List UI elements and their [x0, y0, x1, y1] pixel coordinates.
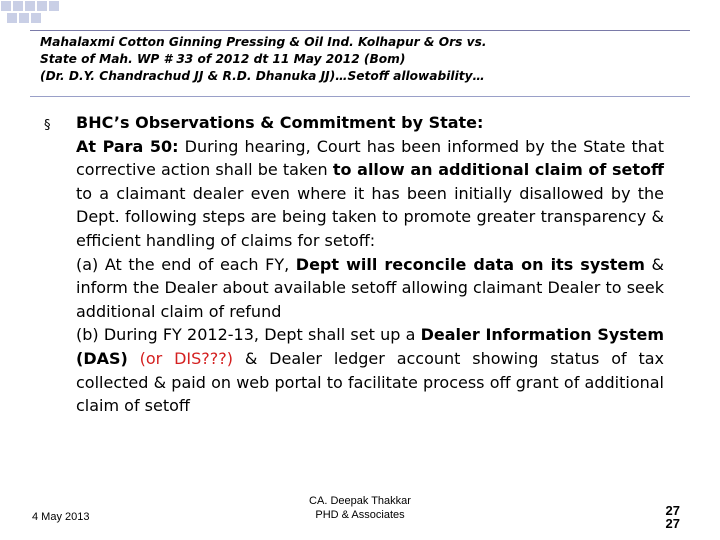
para-label: At Para 50:: [76, 136, 179, 156]
top-divider: [30, 30, 690, 31]
header-line-1: Mahalaxmi Cotton Ginning Pressing & Oil Ind. Kolhapur & Ors vs.: [40, 35, 487, 49]
slide-header: [40, 34, 690, 85]
footer-author: [270, 494, 450, 522]
slide-body: [76, 111, 664, 418]
header-divider: [30, 96, 690, 97]
point-a: (a) At the end of each FY, Dept will reconcile data on its system & inform the Dealer about available setoff allowing claimant Dealer to seek additional claim of refund: [76, 254, 665, 321]
body-heading: BHC’s Observations & Commitment by State:: [76, 113, 484, 132]
body-paragraph: At Para 50: During hearing, Court has been informed by the State that corrective action shall be taken to allow an additional claim of setoff to a claimant dealer even where it has been initially disallowed by the Dept. following steps are being taken to promote greater transparency & efficient handling of claims for setoff:: [76, 136, 665, 250]
corner-decoration: [0, 0, 70, 30]
header-line-3: (Dr. D.Y. Chandrachud JJ & R.D. Dhanuka JJ)…Setoff allowability…: [40, 69, 485, 83]
header-line-2: State of Mah. WP # 33 of 2012 dt 11 May 2012 (Bom): [40, 52, 406, 66]
page-number: 27 27: [665, 503, 680, 531]
red-note: (or DIS???): [127, 348, 234, 368]
author-firm: PHD & Associates: [315, 509, 405, 521]
footer-date: 4 May 2013: [32, 511, 90, 523]
author-name: CA. Deepak Thakkar: [309, 495, 411, 507]
bullet-icon: §: [44, 118, 51, 133]
point-b: (b) During FY 2012-13, Dept shall set up a Dealer Information System (DAS) (or DIS???) & Dealer ledger account showing status of tax collected & paid on web portal to facilitate process off grant of additional claim of setoff: [76, 325, 664, 416]
